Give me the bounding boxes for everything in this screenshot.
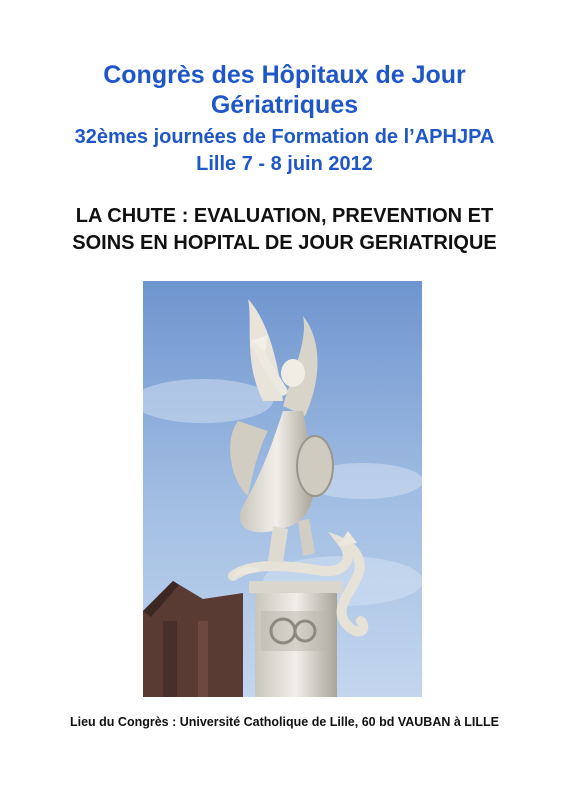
angel-statue-icon <box>143 281 422 697</box>
congress-title-line-1: Congrès des Hôpitaux de Jour <box>103 61 466 89</box>
stone-pillar <box>249 581 343 697</box>
theme-heading-line-1: LA CHUTE : EVALUATION, PREVENTION ET <box>75 205 494 227</box>
venue-caption: Lieu du Congrès : Université Catholique de Lille, 60 bd VAUBAN à LILLE <box>70 715 499 729</box>
angel-statue-photo <box>143 281 422 697</box>
theme-heading-line-2: SOINS EN HOPITAL DE JOUR GERIATRIQUE <box>72 232 497 254</box>
congress-title-line-2: Gériatriques <box>210 91 359 119</box>
congress-dates: Lille 7 - 8 juin 2012 <box>196 153 373 175</box>
congress-subtitle: 32èmes journées de Formation de l’APHJPA <box>74 126 495 148</box>
brick-building <box>143 581 243 697</box>
